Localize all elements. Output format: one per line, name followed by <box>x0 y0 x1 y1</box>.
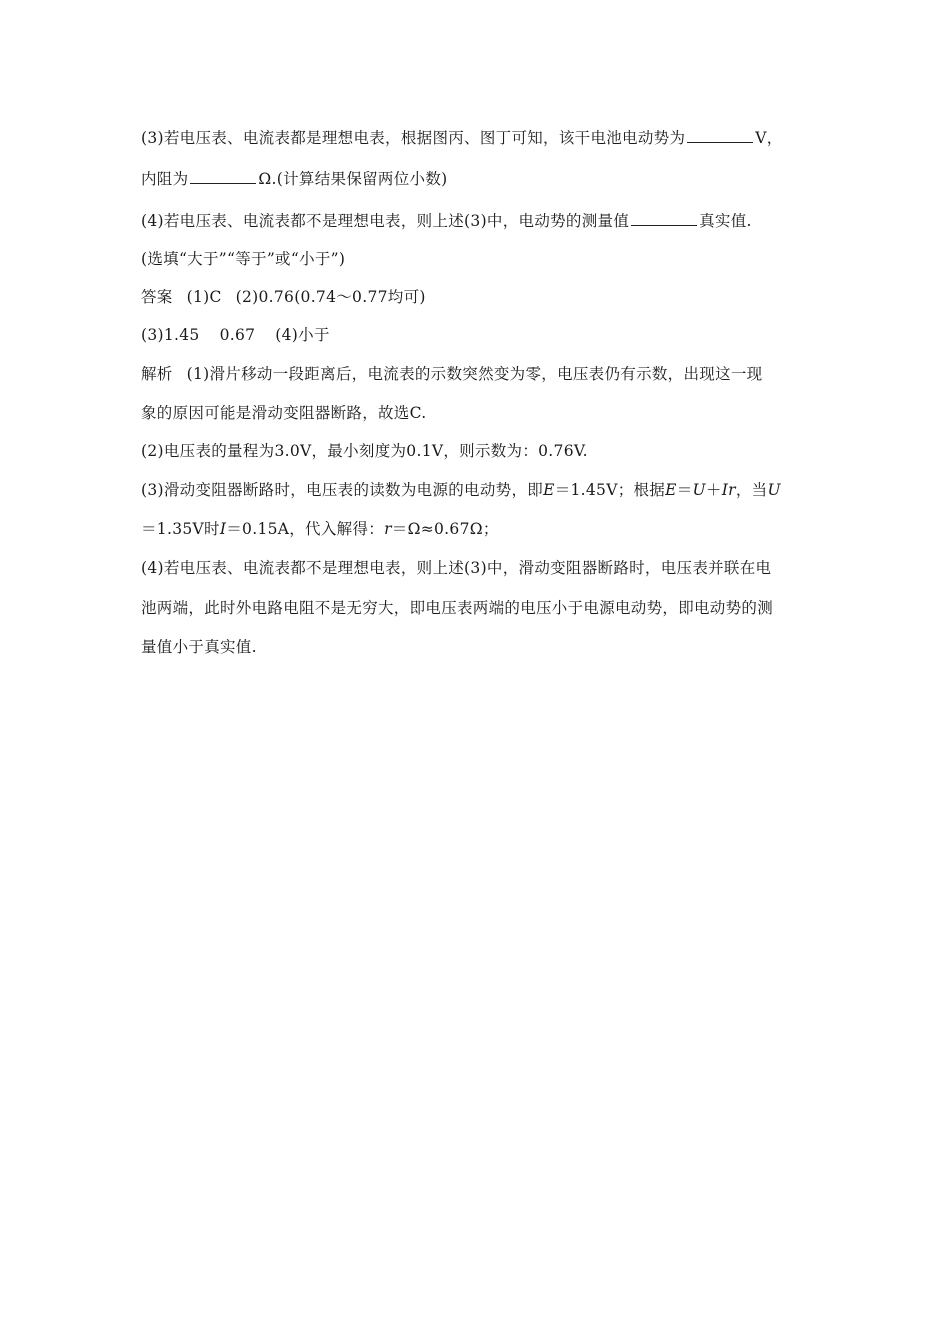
symbol-r: r <box>384 520 392 538</box>
answer-part-4: (4)小于 <box>275 326 330 344</box>
emf-answer-blank <box>687 128 753 143</box>
symbol-E: E <box>543 481 555 499</box>
analysis-line-7 <box>141 598 821 618</box>
answer-line-1 <box>141 287 821 307</box>
analysis-p4-line-3: 量值小于真实值. <box>141 638 257 656</box>
analysis-line-1 <box>141 364 821 384</box>
analysis-p1-line-1: (1)滑片移动一段距离后，电流表的示数突然变为零，电压表仍有示数，出现这一现 <box>186 365 763 383</box>
analysis-p1-line-2: 象的原因可能是滑动变阻器断路，故选C. <box>141 404 427 422</box>
emf-unit: V， <box>755 129 783 147</box>
question-3-line-2 <box>141 169 821 189</box>
question-4-suffix: 真实值. <box>699 212 752 230</box>
question-3-text: (3)若电压表、电流表都是理想电表，根据图丙、图丁可知，该干电池电动势为 <box>141 129 686 147</box>
analysis-p4-line-1: (4)若电压表、电流表都不是理想电表，则上述(3)中，滑动变阻器断路时，电压表并联在电 <box>141 559 772 577</box>
resistance-suffix: Ω.(计算结果保留两位小数) <box>258 170 448 188</box>
analysis-p3-line-2-c: ＝Ω≈0.67Ω； <box>391 520 499 538</box>
analysis-p3-equals: ＝ <box>676 481 693 499</box>
analysis-line-4 <box>141 480 821 500</box>
symbol-U: U <box>692 481 706 499</box>
answer-part-2: (2)0.76(0.74～0.77均可) <box>235 288 426 306</box>
symbol-E-2: E <box>665 481 677 499</box>
answer-line-2 <box>141 325 821 345</box>
symbol-I: I <box>219 520 227 538</box>
analysis-line-2 <box>141 403 821 423</box>
analysis-p3-line-2-b: ＝0.15A，代入解得： <box>226 520 385 538</box>
analysis-line-3 <box>141 441 821 461</box>
analysis-p3-text-a: (3)滑动变阻器断路时，电压表的读数为电源的电动势，即 <box>141 481 544 499</box>
symbol-U-2: U <box>767 481 781 499</box>
analysis-p3-plus: ＋ <box>705 481 722 499</box>
analysis-line-6 <box>141 558 821 578</box>
comparison-answer-blank <box>631 211 697 226</box>
question-4-line-2 <box>141 249 821 269</box>
analysis-p3-text-b: ＝1.45V；根据 <box>554 481 666 499</box>
question-4-text: (4)若电压表、电流表都不是理想电表，则上述(3)中，电动势的测量值 <box>141 212 630 230</box>
analysis-p3-line-2-a: ＝1.35V时 <box>141 520 220 538</box>
analysis-p4-line-2: 池两端，此时外电路电阻不是无穷大，即电压表两端的电压小于电源电动势，即电动势的测 <box>141 599 774 617</box>
answer-part-3b: 0.67 <box>219 326 256 344</box>
resistance-answer-blank <box>190 169 256 184</box>
answer-label: 答案 <box>141 288 173 306</box>
analysis-line-8 <box>141 637 821 657</box>
answer-part-1: (1)C <box>186 288 222 306</box>
question-4-options: (选填“大于”“等于”或“小于”) <box>141 250 346 268</box>
analysis-p3-text-e: ，当 <box>735 481 768 499</box>
question-3-line-1 <box>141 128 821 148</box>
symbol-Ir: Ir <box>721 481 736 499</box>
analysis-p2: (2)电压表的量程为3.0V，最小刻度为0.1V，则示数为：0.76V. <box>141 442 588 460</box>
analysis-label: 解析 <box>141 365 173 383</box>
answer-part-3: (3)1.45 <box>141 326 200 344</box>
question-4-line-1 <box>141 211 821 231</box>
resistance-prefix: 内阻为 <box>141 170 189 188</box>
analysis-line-5 <box>141 519 821 539</box>
